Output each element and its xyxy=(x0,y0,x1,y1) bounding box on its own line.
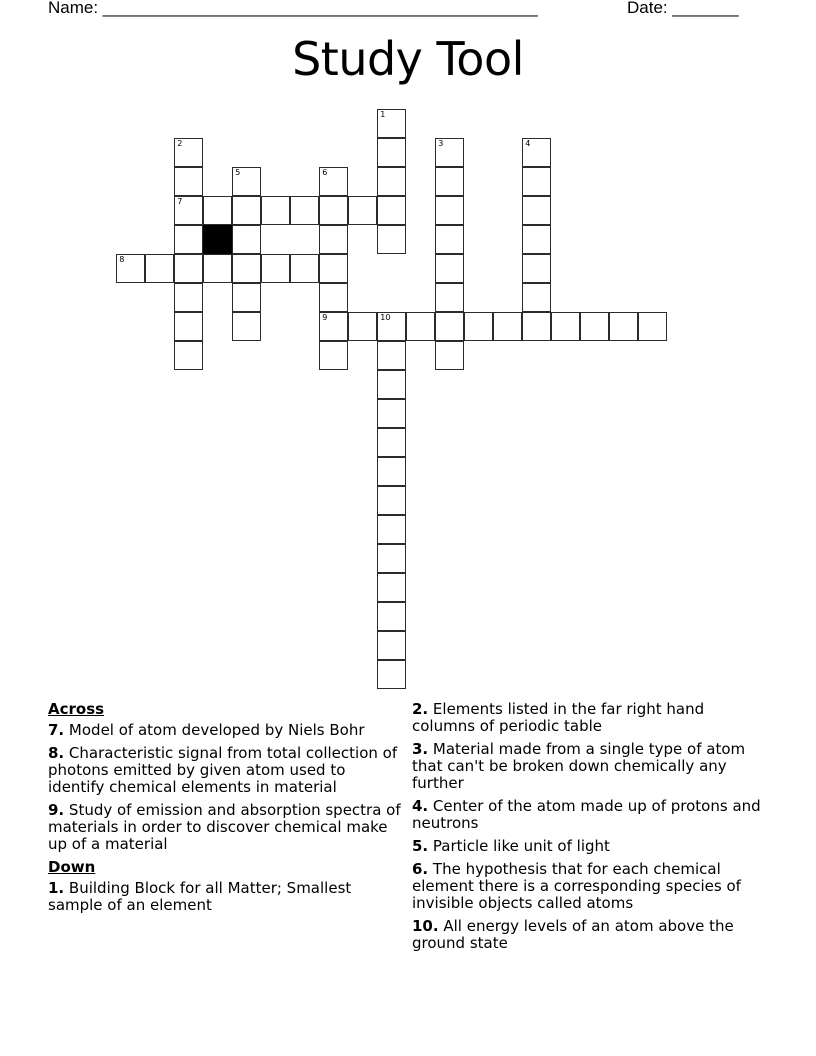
grid-cell[interactable] xyxy=(377,573,406,602)
grid-cell[interactable] xyxy=(174,196,203,225)
clue-number: 3. xyxy=(412,740,429,758)
clue-text: Center of the atom made up of protons and neutrons xyxy=(412,797,761,832)
grid-cell[interactable] xyxy=(319,312,348,341)
grid-cell[interactable] xyxy=(464,312,493,341)
cell-number: 1 xyxy=(380,110,386,120)
clue-number: 7. xyxy=(48,721,65,739)
clue-text: Building Block for all Matter; Smallest sample of an element xyxy=(48,879,352,914)
clue-down-10 xyxy=(412,918,762,952)
grid-cell[interactable] xyxy=(319,225,348,254)
cell-number: 5 xyxy=(235,168,241,178)
grid-cell[interactable] xyxy=(377,544,406,573)
grid-cell[interactable] xyxy=(435,167,464,196)
clue-text: Model of atom developed by Niels Bohr xyxy=(68,721,365,739)
grid-cell[interactable] xyxy=(319,283,348,312)
grid-cell[interactable] xyxy=(377,341,406,370)
grid-cell[interactable] xyxy=(232,167,261,196)
grid-cell[interactable] xyxy=(435,254,464,283)
grid-cell[interactable] xyxy=(493,312,522,341)
grid-cell[interactable] xyxy=(348,312,377,341)
grid-cell[interactable] xyxy=(319,167,348,196)
name-field-label: Name: ______________________________________________ xyxy=(48,0,538,17)
grid-cell[interactable] xyxy=(319,196,348,225)
grid-cell[interactable] xyxy=(174,341,203,370)
clue-number: 5. xyxy=(412,837,429,855)
grid-cell[interactable] xyxy=(522,225,551,254)
clue-text: All energy levels of an atom above the ground state xyxy=(412,917,734,952)
grid-cell[interactable] xyxy=(377,457,406,486)
clue-down-1 xyxy=(48,880,403,914)
grid-cell[interactable] xyxy=(580,312,609,341)
grid-cell[interactable] xyxy=(232,196,261,225)
clue-number: 4. xyxy=(412,797,429,815)
grid-cell[interactable] xyxy=(174,312,203,341)
grid-cell[interactable] xyxy=(377,660,406,689)
grid-cell[interactable] xyxy=(522,254,551,283)
grid-cell[interactable] xyxy=(232,225,261,254)
grid-cell[interactable] xyxy=(551,312,580,341)
grid-cell[interactable] xyxy=(377,515,406,544)
clues-right-column xyxy=(412,701,762,958)
grid-cell[interactable] xyxy=(435,196,464,225)
grid-cell[interactable] xyxy=(377,631,406,660)
date-field-label: Date: _______ xyxy=(627,0,739,17)
grid-cell[interactable] xyxy=(377,138,406,167)
clue-across-7 xyxy=(48,722,403,739)
clue-down-6 xyxy=(412,861,762,912)
grid-cell[interactable] xyxy=(261,254,290,283)
clue-across-9 xyxy=(48,802,403,853)
grid-cell[interactable] xyxy=(232,312,261,341)
cell-number: 2 xyxy=(177,139,183,149)
grid-cell[interactable] xyxy=(522,196,551,225)
clues-left-column xyxy=(48,701,403,920)
grid-cell[interactable] xyxy=(377,602,406,631)
clue-text: Elements listed in the far right hand columns of periodic table xyxy=(412,700,705,735)
grid-cell[interactable] xyxy=(203,254,232,283)
cell-number: 3 xyxy=(438,139,444,149)
grid-cell[interactable] xyxy=(261,196,290,225)
grid-cell[interactable] xyxy=(638,312,667,341)
clue-text: Study of emission and absorption spectra of materials in order to discover chemical make up of a material xyxy=(48,801,401,853)
grid-cell[interactable] xyxy=(377,167,406,196)
grid-cell[interactable] xyxy=(377,196,406,225)
across-heading: Across xyxy=(48,700,105,718)
cell-number: 8 xyxy=(119,255,125,265)
black-cell xyxy=(203,225,232,254)
grid-cell[interactable] xyxy=(522,167,551,196)
cell-number: 6 xyxy=(322,168,328,178)
grid-cell[interactable] xyxy=(203,196,232,225)
clue-text: Characteristic signal from total collection of photons emitted by given atom used to identify chemical elements in material xyxy=(48,744,398,796)
cell-number: 10 xyxy=(380,313,391,323)
grid-cell[interactable] xyxy=(377,486,406,515)
page-title: Study Tool xyxy=(292,32,524,86)
cell-number: 9 xyxy=(322,313,328,323)
grid-cell[interactable] xyxy=(435,341,464,370)
clue-number: 1. xyxy=(48,879,65,897)
grid-cell[interactable] xyxy=(435,138,464,167)
clue-down-5 xyxy=(412,838,762,855)
clue-number: 8. xyxy=(48,744,65,762)
grid-cell[interactable] xyxy=(406,312,435,341)
grid-cell[interactable] xyxy=(377,399,406,428)
grid-cell[interactable] xyxy=(319,254,348,283)
grid-cell[interactable] xyxy=(290,196,319,225)
grid-cell[interactable] xyxy=(522,283,551,312)
clue-text: Material made from a single type of atom that can't be broken down chemically any further xyxy=(412,740,746,792)
grid-cell[interactable] xyxy=(116,254,145,283)
clue-down-4 xyxy=(412,798,762,832)
clue-text: The hypothesis that for each chemical element there is a corresponding species of invisible objects called atoms xyxy=(412,860,741,912)
grid-cell[interactable] xyxy=(377,370,406,399)
down-heading: Down xyxy=(48,858,96,876)
grid-cell[interactable] xyxy=(435,312,464,341)
grid-cell[interactable] xyxy=(522,312,551,341)
grid-cell[interactable] xyxy=(145,254,174,283)
grid-cell[interactable] xyxy=(232,254,261,283)
grid-cell[interactable] xyxy=(174,138,203,167)
grid-cell[interactable] xyxy=(174,225,203,254)
grid-cell[interactable] xyxy=(522,138,551,167)
grid-cell[interactable] xyxy=(174,254,203,283)
grid-cell[interactable] xyxy=(609,312,638,341)
grid-cell[interactable] xyxy=(377,109,406,138)
clue-down-2 xyxy=(412,701,762,735)
grid-cell[interactable] xyxy=(348,196,377,225)
clue-down-3 xyxy=(412,741,762,792)
clue-number: 9. xyxy=(48,801,65,819)
clue-across-8 xyxy=(48,745,403,796)
grid-cell[interactable] xyxy=(377,428,406,457)
clue-number: 2. xyxy=(412,700,429,718)
grid-cell[interactable] xyxy=(174,283,203,312)
clue-text: Particle like unit of light xyxy=(432,837,610,855)
grid-cell[interactable] xyxy=(174,167,203,196)
cell-number: 4 xyxy=(525,139,531,149)
grid-cell[interactable] xyxy=(232,283,261,312)
clue-number: 6. xyxy=(412,860,429,878)
grid-cell[interactable] xyxy=(319,341,348,370)
grid-cell[interactable] xyxy=(377,312,406,341)
cell-number: 7 xyxy=(177,197,183,207)
grid-cell[interactable] xyxy=(435,225,464,254)
grid-cell[interactable] xyxy=(377,225,406,254)
grid-cell[interactable] xyxy=(435,283,464,312)
clue-number: 10. xyxy=(412,917,439,935)
grid-cell[interactable] xyxy=(290,254,319,283)
